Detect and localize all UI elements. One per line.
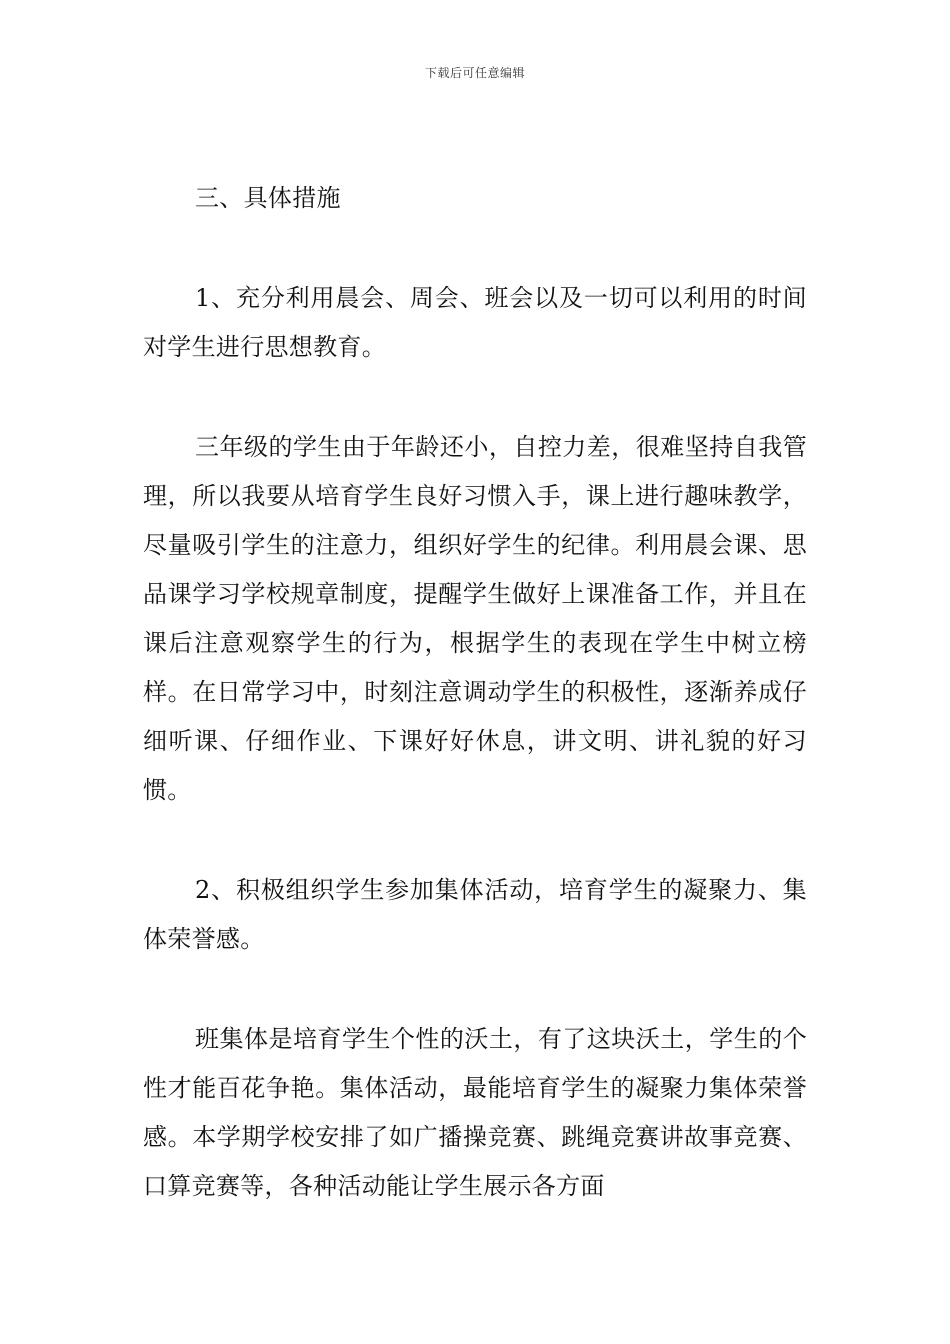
measure-1-heading: 1、充分利用晨会、周会、班会以及一切可以利用的时间对学生进行思想教育。 <box>143 284 807 361</box>
measure-2-heading: 2、积极组织学生参加集体活动，培育学生的凝聚力、集体荣誉感。 <box>143 876 807 953</box>
section-heading: 三、具体措施 <box>195 184 341 212</box>
measure-1-body: 三年级的学生由于年龄还小，自控力差，很难坚持自我管理，所以我要从培育学生良好习惯入手，课上进行趣味教学，尽量吸引学生的注意力，组织好学生的纪律。利用晨会课、思品课学习学校规章制度，提醒学生做好上课准备工作，并且在课后注意观察学生的行为，根据学生的表现在学生中树立榜样。在日常学习中，时刻注意调动学生的积极性，逐渐养成仔细听课、仔细作业、下课好好休息，讲文明、讲礼貌的好习惯。 <box>143 433 807 804</box>
measure-2-body: 班集体是培育学生个性的沃土，有了这块沃土，学生的个性才能百花争艳。集体活动，最能培育学生的凝聚力集体荣誉感。本学期学校安排了如广播操竞赛、跳绳竞赛讲故事竞赛、口算竞赛等，各种活动能让学生展示各方面 <box>143 1025 807 1200</box>
document-body <box>143 174 807 1262</box>
page-header-note: 下载后可任意编辑 <box>424 66 525 80</box>
